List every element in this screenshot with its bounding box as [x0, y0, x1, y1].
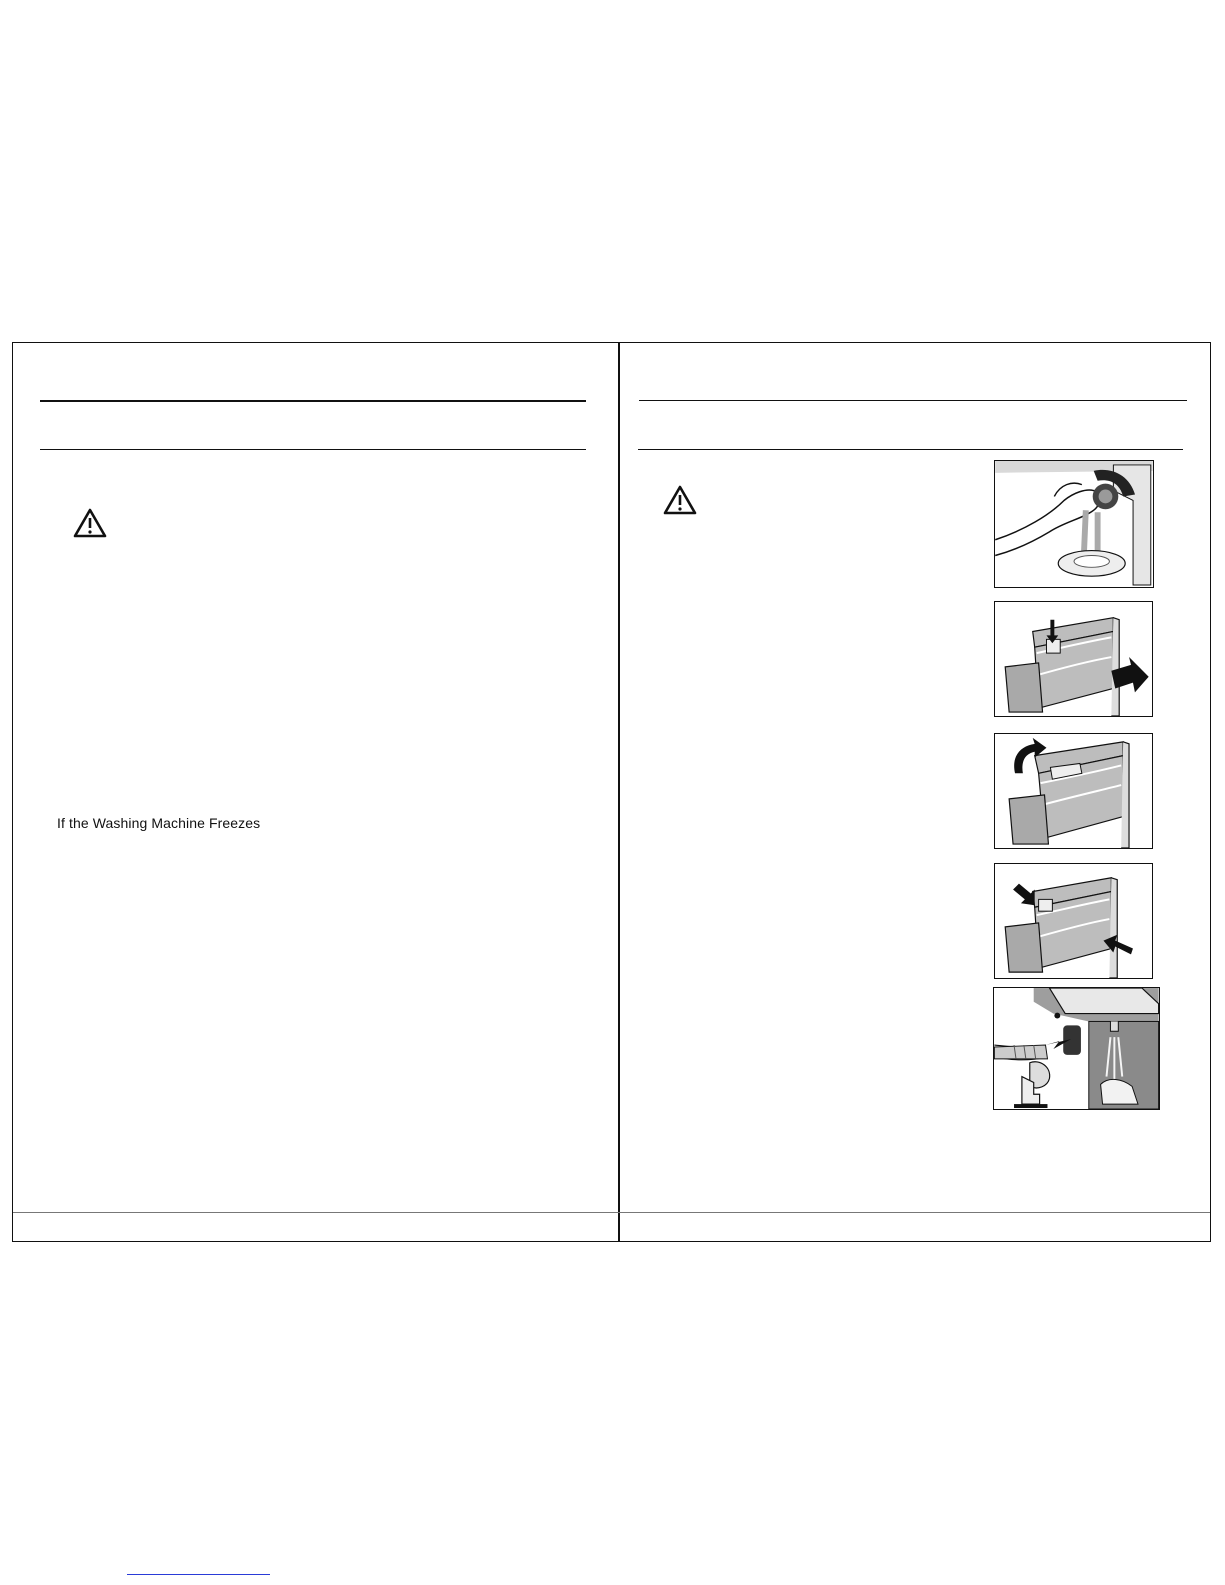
left-header-rule-thin	[40, 449, 586, 450]
left-header-rule-thick	[40, 400, 586, 402]
inlet-hose-filter-illustration	[993, 987, 1160, 1110]
warning-triangle-icon	[662, 484, 698, 516]
detergent-drawer-remove-illustration	[994, 601, 1153, 717]
page-divider	[618, 343, 620, 1241]
bottom-link-underline[interactable]	[127, 1574, 270, 1575]
drawer-pull-icon	[995, 602, 1152, 716]
drawer-reinsert-illustration	[994, 863, 1153, 979]
right-header-rule-top	[639, 400, 1187, 401]
drain-filter-icon	[995, 461, 1153, 587]
drain-filter-hose-illustration	[994, 460, 1154, 588]
inlet-filter-icon	[994, 988, 1159, 1109]
drawer-push-icon	[995, 864, 1152, 978]
right-header-rule-bottom	[638, 449, 1183, 450]
warning-triangle-icon	[72, 507, 108, 539]
footer-rule	[13, 1212, 1210, 1213]
section-heading-freezes: If the Washing Machine Freezes	[57, 815, 261, 831]
drawer-siphon-cap-illustration	[994, 733, 1153, 849]
siphon-cap-icon	[995, 734, 1152, 848]
